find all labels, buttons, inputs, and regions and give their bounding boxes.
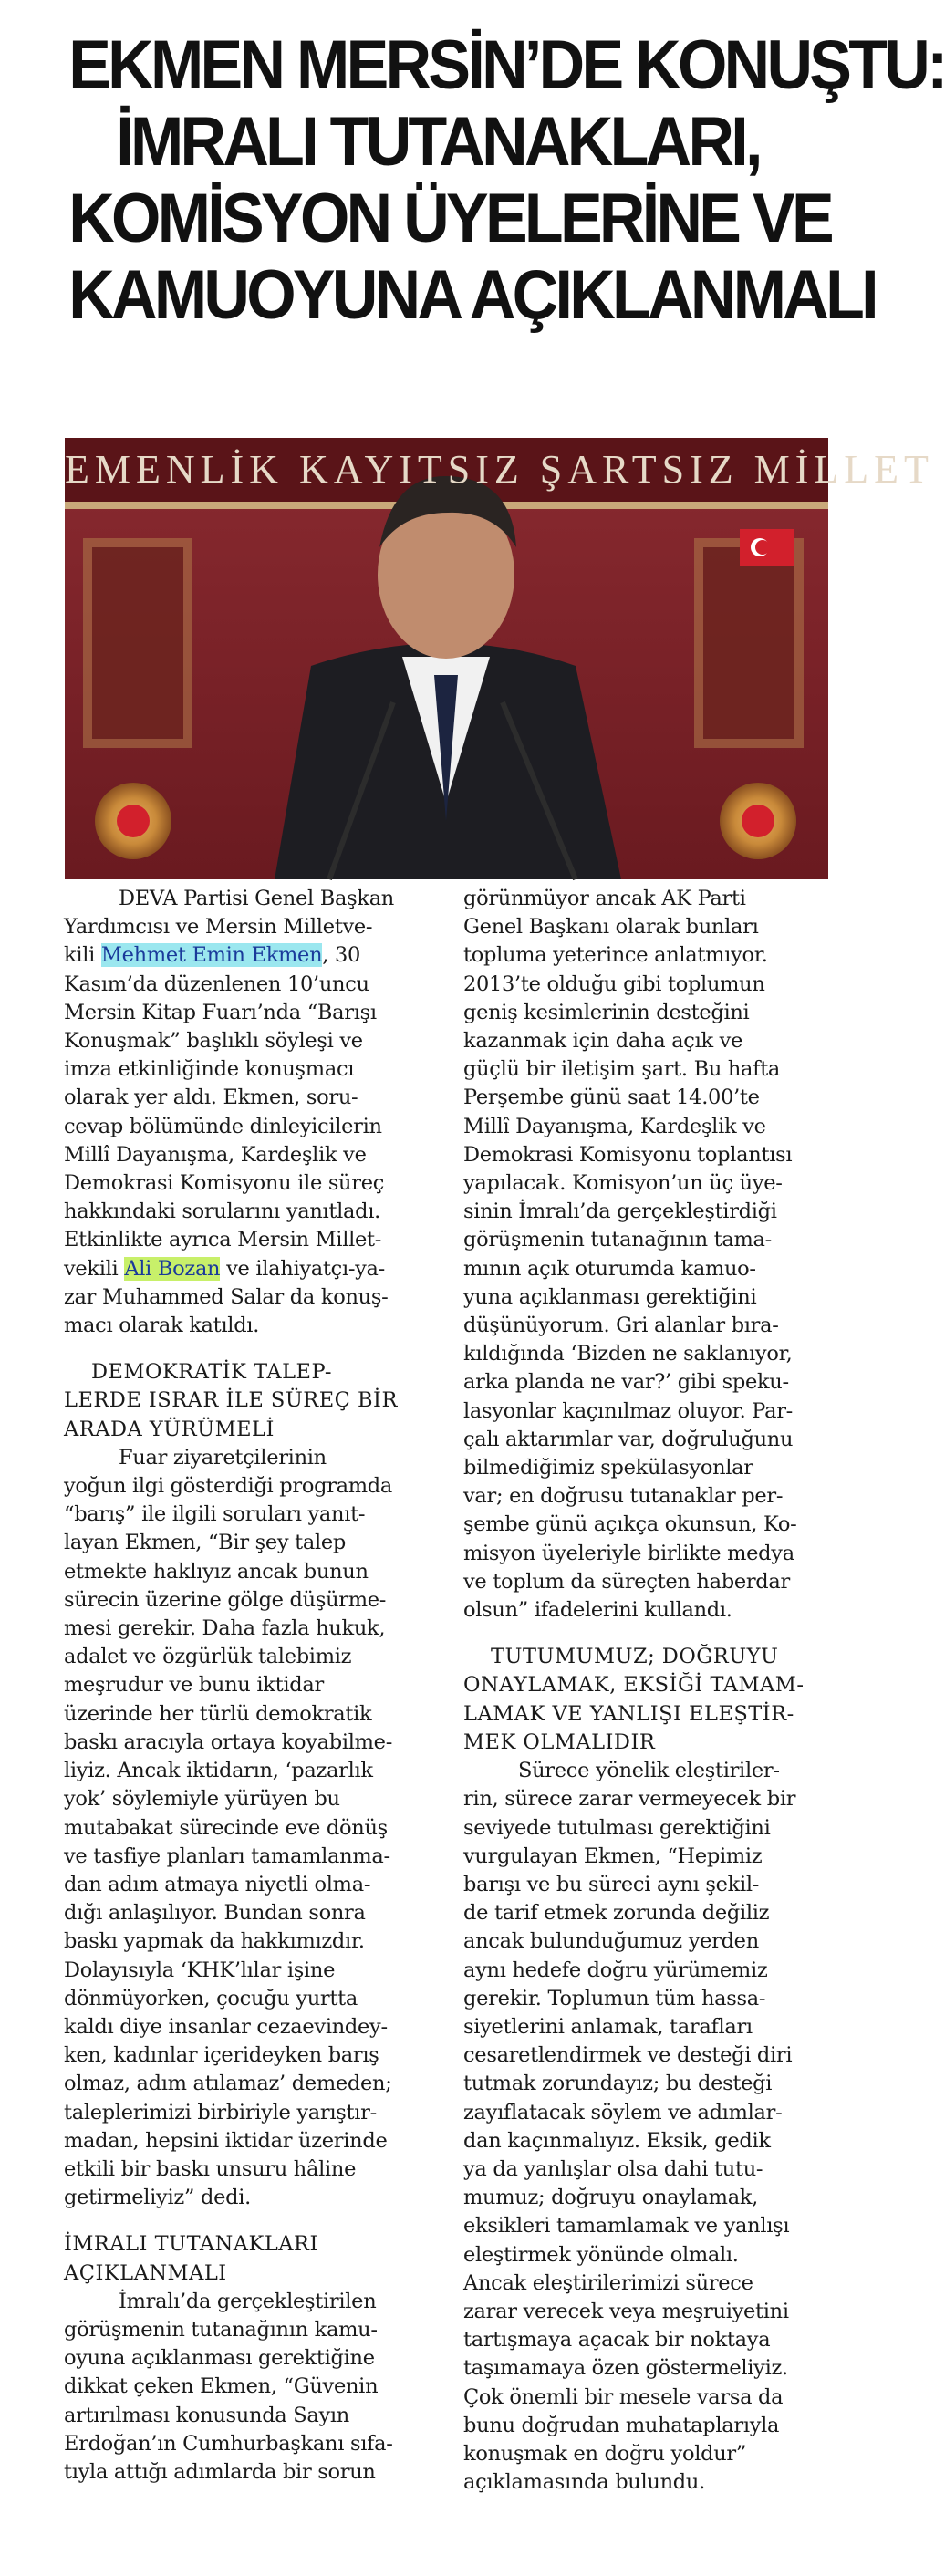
text-line: yoğun ilgi gösterdiği programda	[64, 1474, 393, 1499]
text-line: artırılması konusunda Sayın	[64, 2403, 349, 2427]
text-line: misyon üyeleriyle birlikte medya	[463, 1541, 794, 1565]
subheading	[64, 1358, 438, 1444]
headline-line: EKMEN MERSİN’DE KONUŞTU:	[68, 26, 945, 104]
text-line: Demokrasi Komisyonu ile süreç	[64, 1171, 385, 1196]
text-line: barışı ve bu süreci aynı şekil-	[463, 1872, 760, 1896]
speaker-at-podium-photo	[65, 438, 934, 879]
text-line: dikkat çeken Ekmen, “Güvenin	[64, 2374, 379, 2399]
headline-line: KOMİSYON ÜYELERİNE VE	[68, 180, 831, 257]
text-line: lasyonlar kaçınılmaz oluyor. Par-	[463, 1398, 793, 1423]
text-line: Demokrasi Komisyonu toplantısı	[463, 1142, 793, 1167]
text-line: mumuz; doğruyu onaylamak,	[463, 2186, 759, 2210]
text-line: topluma yeterince anlatmıyor.	[463, 943, 768, 968]
text-line: getirmeliyiz” dedi.	[64, 2186, 251, 2210]
text-line: rin, sürece zarar vermeyecek bir	[463, 1787, 796, 1812]
subheading-line: LERDE ISRAR İLE SÜREÇ BİR	[64, 1388, 398, 1413]
text-line: ve toplum da süreçten haberdar	[463, 1569, 790, 1594]
subheading-line: İMRALI TUTANAKLARI	[64, 2232, 318, 2257]
text-line: oyuna açıklanması gerektiğine	[64, 2346, 375, 2371]
text-line: zayıflatacak söylem ve adımlar-	[463, 2100, 783, 2124]
text-line: bunu doğrudan muhataplarıyla	[463, 2413, 780, 2437]
text-line: görünmüyor ancak AK Parti	[463, 887, 746, 910]
text-line: sinin İmralı’da gerçekleştirdiği	[463, 1200, 777, 1224]
text-line: var; en doğrusu tutanaklar per-	[463, 1484, 784, 1509]
text-line: Dolayısıyla ‘KHK’lılar işine	[64, 1958, 336, 1982]
subheading-line: MEK OLMALIDIR	[463, 1729, 656, 1754]
text-line: etmekte haklıyız ancak bunun	[64, 1559, 369, 1584]
text-line: görüşmenin tutanağının tama-	[463, 1228, 772, 1252]
text-line: geniş kesimlerinin desteğini	[463, 1000, 750, 1024]
subheading	[463, 1643, 846, 1757]
text-line: “barış” ile ilgili soruları yanıt-	[64, 1502, 366, 1527]
text-line: yok’ söylemiyle yürüyen bu	[64, 1787, 340, 1812]
text-line: gerekir. Toplumun tüm hassa-	[463, 1986, 766, 2010]
subheading-line: ARADA YÜRÜMELİ	[64, 1417, 275, 1441]
text-line: kıldığında ‘Bizden ne saklanıyor,	[463, 1342, 793, 1366]
text-line: Sürece yönelik eleştiriler-	[518, 1759, 780, 1783]
text-line: olmaz, adım atılamaz’ demeden;	[64, 2072, 392, 2096]
text-line: seviyede tutulması gerektiğini	[463, 1815, 771, 1840]
text-line: üzerinde her türlü demokratik	[64, 1701, 372, 1726]
text-line: siyetlerini anlamak, tarafları	[463, 2014, 753, 2039]
text-line: hakkındaki sorularını yanıtladı.	[64, 1200, 381, 1224]
text-line: DEVA Partisi Genel Başkan	[119, 887, 394, 910]
text-line: Millî Dayanışma, Kardeşlik ve	[64, 1142, 367, 1167]
text-line: etkili bir baskı unsuru hâline	[64, 2156, 357, 2181]
text-line: ve tasfiye planları tamamlanma-	[64, 1844, 390, 1868]
text-line: düşünüyorum. Gri alanlar bıra-	[463, 1314, 779, 1338]
text-line: Perşembe günü saat 14.00’te	[463, 1085, 760, 1110]
subheading-line: TUTUMUMUZ; DOĞRUYU	[491, 1645, 779, 1669]
text-line: aynı hedefe doğru yürümemiz	[463, 1958, 768, 1982]
text-line: de tarif etmek zorunda değiliz	[463, 1901, 770, 1926]
text-line: yapılacak. Komisyon’un üç üye-	[463, 1171, 783, 1196]
text-line: kili Mehmet Emin Ekmen, 30	[64, 943, 361, 968]
text-line: baskı aracıyla ortaya koyabilme-	[64, 1729, 392, 1754]
text-line: Ancak eleştirilerimizi sürece	[463, 2270, 753, 2295]
text-line: liyiz. Ancak iktidarın, ‘pazarlık	[64, 1759, 373, 1783]
text-line: mesi gerekir. Daha fazla hukuk,	[64, 1616, 386, 1641]
text-line: layan Ekmen, “Bir şey talep	[64, 1531, 347, 1555]
text-line: dan kaçınmalıyız. Eksik, gedik	[463, 2128, 771, 2153]
text-line: kaldı diye insanlar cezaevindey-	[64, 2014, 388, 2039]
text-line: vurgulayan Ekmen, “Hepimiz	[463, 1844, 763, 1868]
text-line: baskı yapmak da hakkımızdır.	[64, 1929, 365, 1954]
body-paragraph	[463, 1757, 846, 2497]
subheading-line: AÇIKLANMALI	[64, 2260, 227, 2285]
text-line: taşımamaya özen göstermeliyiz.	[463, 2356, 788, 2381]
text-line: İmralı’da gerçekleştirilen	[119, 2289, 377, 2313]
text-line: Fuar ziyaretçilerinin	[119, 1445, 327, 1470]
text-line: Yardımcısı ve Mersin Milletve-	[64, 915, 373, 940]
text-line: açıklamasında bulundu.	[463, 2470, 705, 2495]
text-line: adalet ve özgürlük talebimiz	[64, 1645, 352, 1669]
text-line: ya da yanlışlar olsa dahi tutu-	[463, 2156, 763, 2181]
text-line: Mersin Kitap Fuarı’nda “Barışı	[64, 1000, 377, 1024]
text-line: Millî Dayanışma, Kardeşlik ve	[463, 1114, 766, 1138]
banner-text: EMENLİK KAYITSIZ ŞARTSIZ MİLLET	[65, 447, 934, 492]
headline	[68, 26, 945, 334]
text-line: bilmediğimiz spekülasyonlar	[463, 1456, 753, 1480]
text-line: olarak yer aldı. Ekmen, soru-	[64, 1085, 358, 1110]
text-line: madan, hepsini iktidar üzerinde	[64, 2128, 388, 2153]
text-line: kazanmak için daha açık ve	[463, 1029, 743, 1054]
article-column-right	[463, 885, 846, 2497]
text-line: çalı aktarımlar var, doğruluğunu	[463, 1427, 794, 1451]
intro-paragraph	[64, 885, 438, 1340]
text-line: mının açık oturumda kamuo-	[463, 1256, 756, 1281]
text-line: Etkinlikte ayrıca Mersin Millet-	[64, 1228, 382, 1252]
article-column-left	[64, 885, 438, 2487]
highlighted-name: Ali Bozan	[124, 1256, 221, 1281]
subheading-line: LAMAK VE YANLIŞI ELEŞTİR-	[463, 1701, 794, 1726]
highlighted-name: Mehmet Emin Ekmen	[100, 943, 323, 968]
speaker-photo	[65, 438, 934, 879]
text-line: Kasım’da düzenlenen 10’uncu	[64, 971, 369, 996]
text-line: ken, kadınlar içerideyken barış	[64, 2043, 379, 2068]
text-line: zarar verecek veya meşruiyetini	[463, 2299, 789, 2323]
text-line: sürecin üzerine gölge düşürme-	[64, 1587, 387, 1612]
text-line: meşrudur ve bunu iktidar	[64, 1673, 324, 1698]
text-line: dığı anlaşılıyor. Bundan sonra	[64, 1901, 366, 1926]
text-line: güçlü bir iletişim şart. Bu hafta	[463, 1057, 781, 1082]
text-line: Erdoğan’ın Cumhurbaşkanı sıfa-	[64, 2431, 393, 2456]
text-line: görüşmenin tutanağının kamu-	[64, 2317, 378, 2342]
text-line: Genel Başkanı olarak bunları	[463, 915, 759, 940]
subheading-line: DEMOKRATİK TALEP-	[91, 1360, 332, 1385]
text-line: tıyla attığı adımlarda bir sorun	[64, 2459, 376, 2484]
text-line: yuna açıklanması gerektiğini	[463, 1284, 757, 1309]
text-line: imza etkinliğinde konuşmacı	[64, 1057, 355, 1082]
subheading	[64, 2230, 438, 2287]
text-line: arka planda ne var?’ gibi speku-	[463, 1370, 789, 1395]
text-line: Konuşmak” başlıklı söyleşi ve	[64, 1029, 363, 1054]
body-paragraph	[64, 2288, 438, 2487]
text-line: cesaretlendirmek ve desteği diri	[463, 2043, 793, 2068]
text-line: dan adım atmaya niyetli olma-	[64, 1872, 371, 1896]
text-line: şembe günü açıkça okunsun, Ko-	[463, 1512, 797, 1537]
text-line: eleştirmek yönünde olmalı.	[463, 2242, 739, 2267]
text-line: olsun” ifadelerini kullandı.	[463, 1598, 732, 1623]
text-line: zar Muhammed Salar da konuş-	[64, 1284, 389, 1309]
text-line: tutmak zorundayız; bu desteği	[463, 2072, 773, 2096]
text-line: 2013’te olduğu gibi toplumun	[463, 971, 765, 996]
text-line: konuşmak en doğru yoldur”	[463, 2441, 747, 2466]
text-line: Çok önemli bir mesele varsa da	[463, 2384, 784, 2409]
text-line: cevap bölümünde dinleyicilerin	[64, 1114, 382, 1138]
headline-line: KAMUOYUNA AÇIKLANMALI	[68, 256, 876, 334]
body-paragraph	[463, 885, 846, 1625]
text-line: vekili Ali Bozan ve ilahiyatçı-ya-	[64, 1256, 385, 1281]
text-line: eksikleri tamamlamak ve yanlışı	[463, 2214, 790, 2238]
text-line: tartışmaya açacak bir noktaya	[463, 2328, 771, 2353]
text-line: ancak bulunduğumuz yerden	[463, 1929, 759, 1954]
body-paragraph	[64, 1444, 438, 2212]
text-line: macı olarak katıldı.	[64, 1314, 260, 1338]
text-line: dönmüyorken, çocuğu yurtta	[64, 1986, 358, 2010]
text-line: taleplerimizi birbiriyle yarıştır-	[64, 2100, 377, 2124]
headline-line: İMRALI TUTANAKLARI,	[116, 103, 760, 181]
text-line: mutabakat sürecinde eve dönüş	[64, 1815, 388, 1840]
subheading-line: ONAYLAMAK, EKSİĞİ TAMAM-	[463, 1673, 805, 1698]
